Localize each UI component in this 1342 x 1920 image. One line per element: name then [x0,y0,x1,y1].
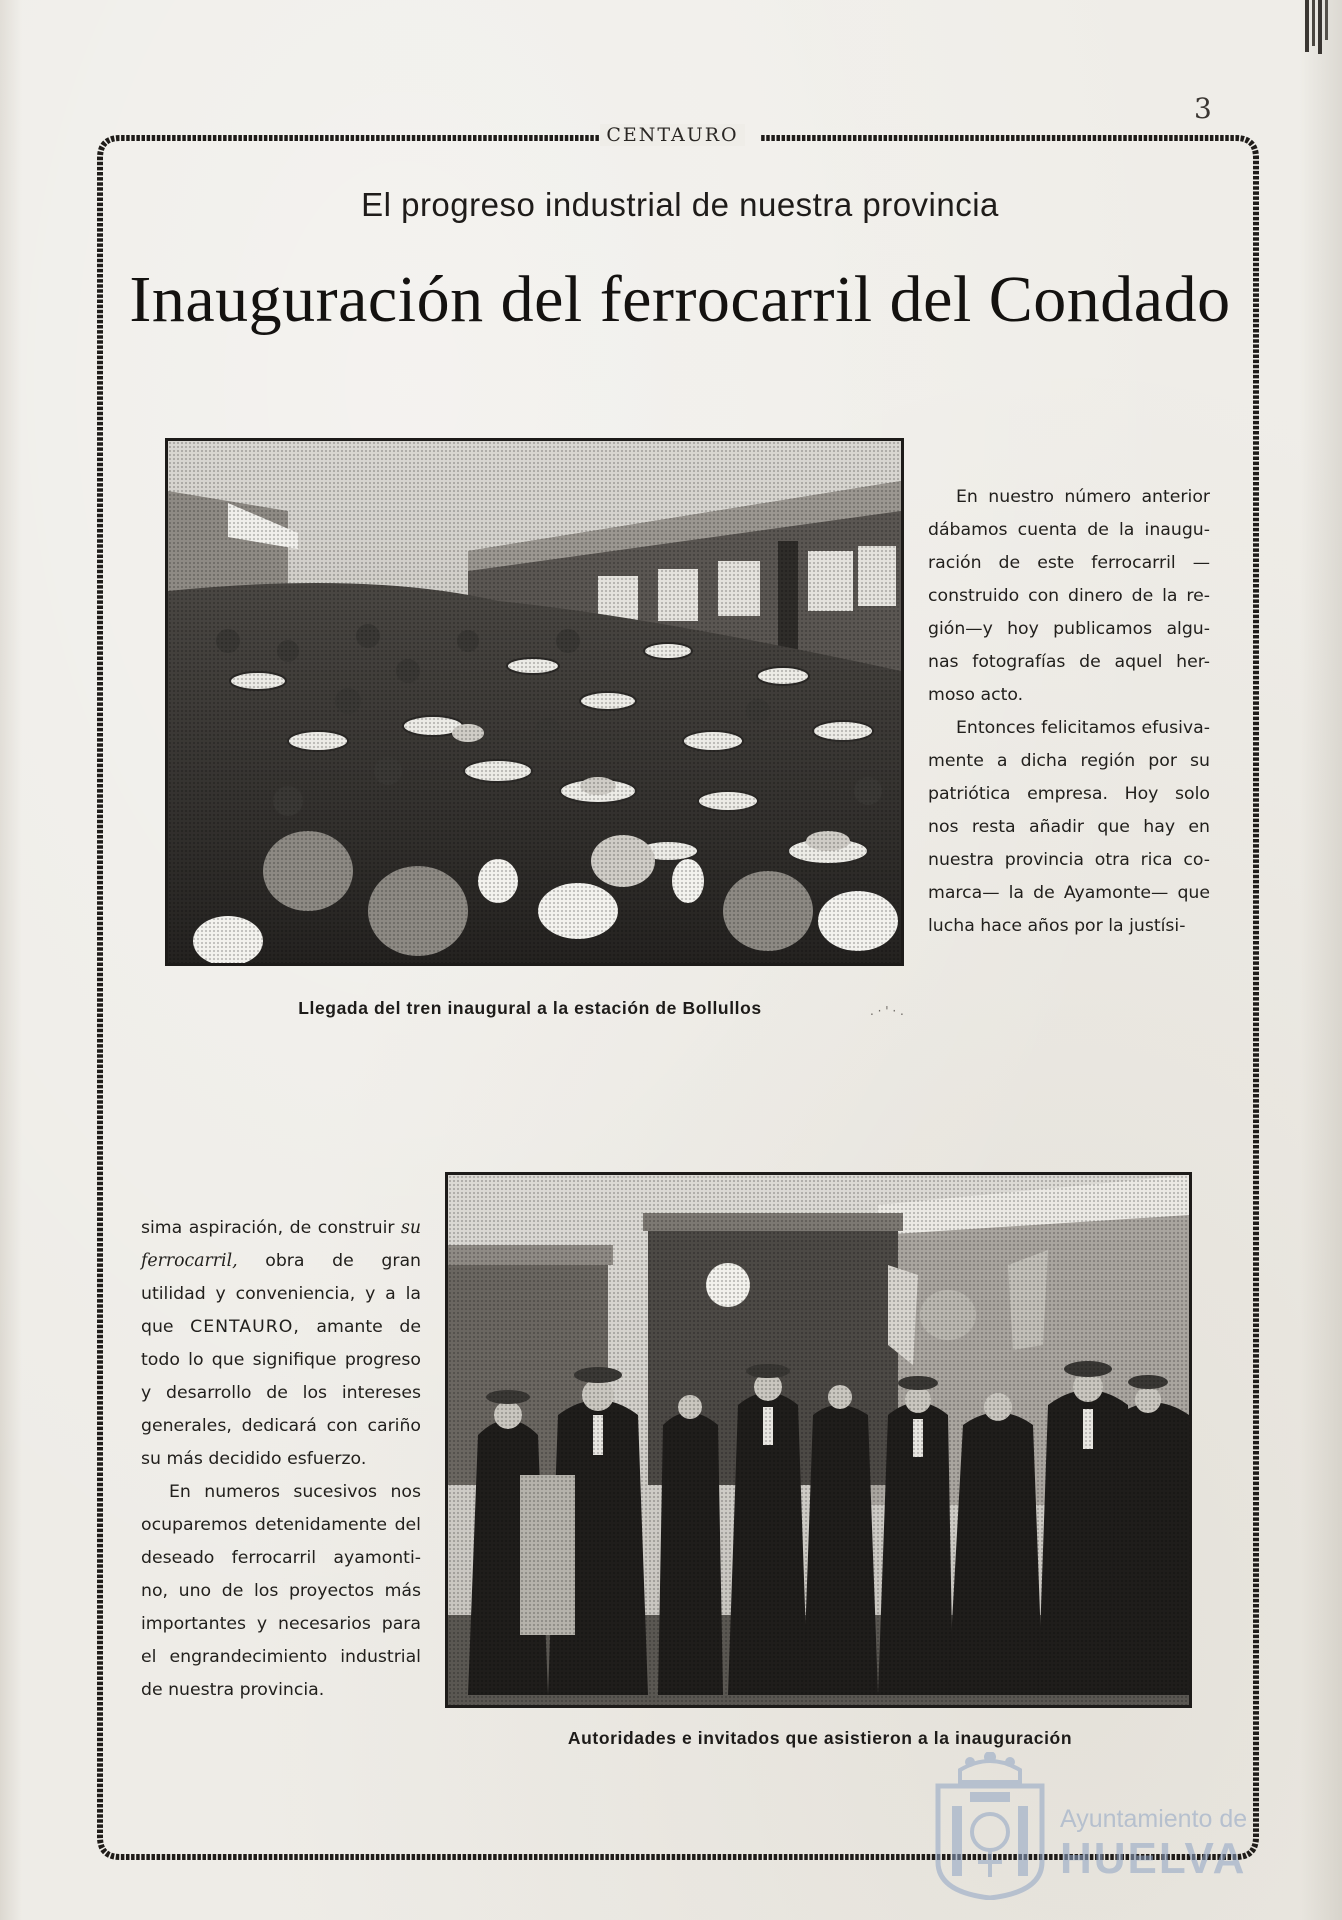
huelva-watermark [930,1752,1270,1902]
headline-title: Inauguración del ferrocarril del Condado [129,263,1231,336]
watermark-line-2: HUELVA [1060,1834,1247,1883]
photo-caption: Autoridades e invitados que asistieron a la inauguración [567,1728,1073,1748]
masthead: CENTAURO [600,124,745,146]
photo-train-arrival [165,438,904,966]
paragraph: sima aspiración, de construir su ferrocarril, obra de gran utilidad y conveniencia, y a la que CENTAURO, amante de todo lo que signifique progreso y desarrollo de los intereses generales, dedicará con cariño su más decidido esfuerzo. [141,1218,421,1469]
page-number: 3 [1194,92,1212,125]
headline-kicker: El progreso industrial de nuestra provincia [361,186,999,223]
article-column-right [928,481,1210,943]
tear-marks [1302,0,1336,55]
photo-caption: Llegada del tren inaugural a la estación de Bollullos [298,998,762,1018]
photo-dignitaries [445,1172,1192,1708]
ink-smudge: . · ' · . [870,1004,904,1018]
paragraph: En nuestro número anterior dábamos cuenta de la inaugu-ración de este ferrocarril —construido con dinero de la re-gión—y hoy publicamos algu-nas fotografías de aquel her-moso acto. [928,487,1210,705]
paragraph: En numeros sucesivos nos ocuparemos detenidamente del deseado ferrocarril ayamonti-no, uno de los proyectos más importantes y necesarios para el engrandecimiento industrial de nuestra provincia. [141,1482,421,1700]
huelva-coat-of-arms-icon [930,1752,1050,1900]
paragraph: Entonces felicitamos efusiva-mente a dicha región por su patriótica empresa. Hoy solo nos resta añadir que hay en nuestra provincia otra rica co-marca— la de Ayamonte— que lucha hace años por la justísi- [928,718,1210,936]
watermark-line-1: Ayuntamiento de [1060,1805,1248,1833]
article-column-left [141,1212,421,1707]
